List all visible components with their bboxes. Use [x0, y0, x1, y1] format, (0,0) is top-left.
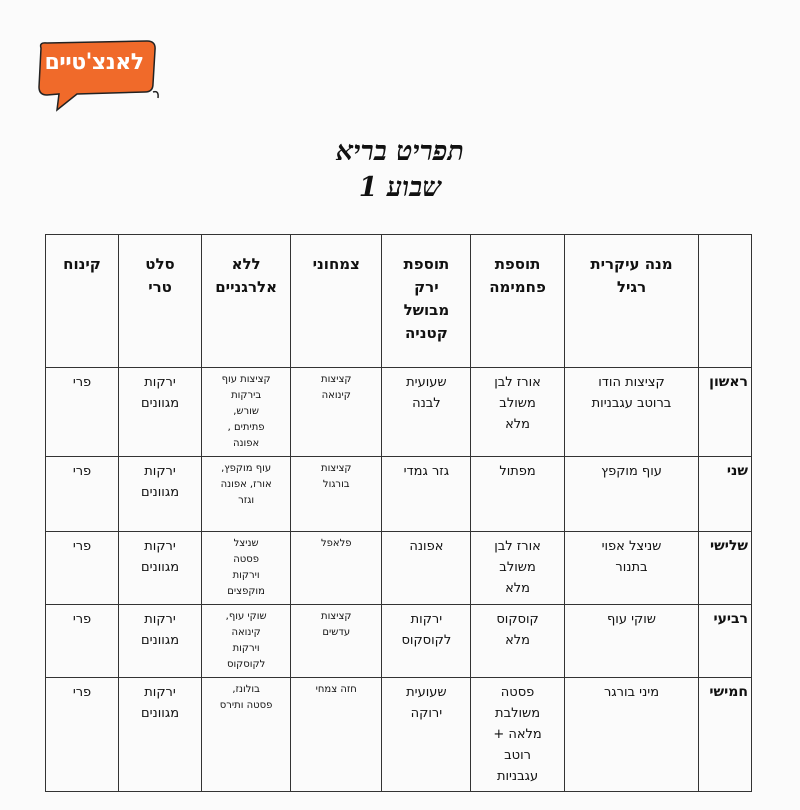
dessert-cell: פרי [46, 457, 119, 532]
day-cell: שני [699, 457, 752, 532]
header-row [46, 235, 752, 368]
main-dish-cell: מיני בורגר [564, 678, 699, 792]
vegetable-cell: גזר גמדי [382, 457, 471, 532]
dessert-cell: פרי [46, 368, 119, 457]
header-vegetable: תוספת ירק מבושל קטניה [382, 235, 471, 368]
header-day [699, 235, 752, 368]
vegetarian-cell: קציצות קינואה [291, 368, 382, 457]
vegetable-cell: שעועית ירוקה [382, 678, 471, 792]
allergen-free-cell: קציצות עוף בירקות שורש, פתיתים , אפונה [202, 368, 291, 457]
header-dessert: קינוח [46, 235, 119, 368]
salad-cell: ירקות מגוונים [119, 532, 202, 605]
allergen-free-cell: שוקי עוף, קינואה וירקות לקוסקוס [202, 605, 291, 678]
vegetarian-cell: חזה צמחי [291, 678, 382, 792]
table-row [46, 457, 752, 532]
logo-text: לאנצ'טיים [44, 50, 144, 75]
header-carb: תוספת פחמימה [471, 235, 564, 368]
dessert-cell: פרי [46, 605, 119, 678]
carb-cell: קוסקוס מלא [471, 605, 564, 678]
day-cell: רביעי [699, 605, 752, 678]
table-row [46, 605, 752, 678]
carb-cell: מפתול [471, 457, 564, 532]
header-salad: סלט טרי [119, 235, 202, 368]
vegetarian-cell: קציצות בורגול [291, 457, 382, 532]
main-dish-cell: שוקי עוף [564, 605, 699, 678]
allergen-free-cell: שניצל פסטה וירקות מוקפצים [202, 532, 291, 605]
title-line-1: תפריט בריא [336, 136, 464, 167]
salad-cell: ירקות מגוונים [119, 678, 202, 792]
vegetarian-cell: קציצות עדשים [291, 605, 382, 678]
vegetable-cell: ירקות לקוסקוס [382, 605, 471, 678]
header-allergen-free: ללא אלרגניים [202, 235, 291, 368]
main-dish-cell: עוף מוקפץ [564, 457, 699, 532]
table-row [46, 678, 752, 792]
table-row [46, 532, 752, 605]
vegetable-cell: שעועית לבנה [382, 368, 471, 457]
weekly-menu-table [45, 234, 752, 792]
salad-cell: ירקות מגוונים [119, 605, 202, 678]
table-row [46, 368, 752, 457]
header-vegetarian: צמחוני [291, 235, 382, 368]
salad-cell: ירקות מגוונים [119, 368, 202, 457]
brand-logo [35, 40, 163, 112]
title-line-2: שבוע 1 [358, 172, 442, 203]
salad-cell: ירקות מגוונים [119, 457, 202, 532]
main-dish-cell: קציצות הודו ברוטב עגבניות [564, 368, 699, 457]
dessert-cell: פרי [46, 678, 119, 792]
page-title [0, 134, 800, 206]
allergen-free-cell: עוף מוקפץ, אורז, אפונה וגזר [202, 457, 291, 532]
day-cell: ראשון [699, 368, 752, 457]
header-main-dish: מנה עיקרית רגיל [564, 235, 699, 368]
vegetable-cell: אפונה [382, 532, 471, 605]
carb-cell: אורז לבן משולב מלא [471, 368, 564, 457]
day-cell: שלישי [699, 532, 752, 605]
dessert-cell: פרי [46, 532, 119, 605]
vegetarian-cell: פלאפל [291, 532, 382, 605]
carb-cell: אורז לבן משולב מלא [471, 532, 564, 605]
allergen-free-cell: בולונז, פסטה ותירס [202, 678, 291, 792]
day-cell: חמישי [699, 678, 752, 792]
carb-cell: פסטה משולבת מלאה + רוטב עגבניות [471, 678, 564, 792]
main-dish-cell: שניצל אפוי בתנור [564, 532, 699, 605]
